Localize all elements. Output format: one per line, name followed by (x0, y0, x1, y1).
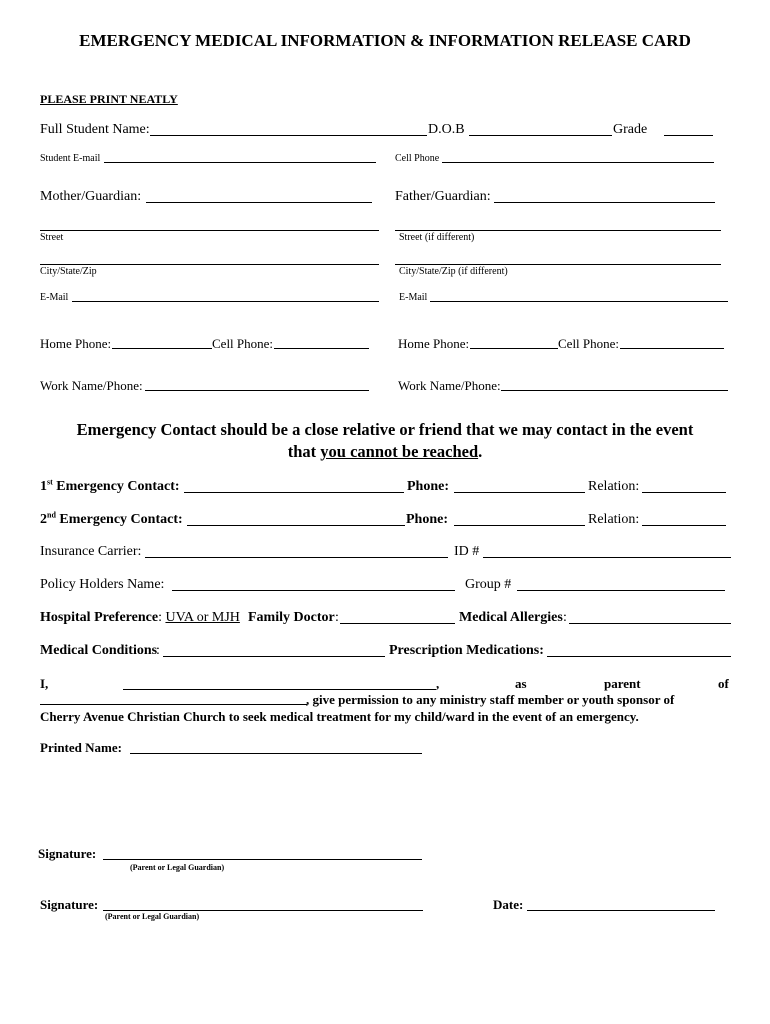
mother-street-label: Street (40, 232, 64, 243)
father-home-phone-label: Home Phone: (398, 336, 470, 351)
father-city-field[interactable] (395, 264, 721, 265)
father-cell-phone-label: Cell Phone: (558, 336, 620, 351)
medical-conditions-field[interactable] (163, 656, 385, 657)
signature-1-field[interactable] (103, 859, 422, 860)
second-contact-phone-field[interactable] (454, 525, 585, 526)
printed-name-field[interactable] (130, 753, 422, 754)
family-doctor-colon: : (335, 610, 339, 625)
date-label: Date: (493, 897, 524, 912)
student-cell-field[interactable] (442, 162, 714, 163)
signature-2-field[interactable] (103, 910, 423, 911)
first-contact-number: 1 (40, 479, 47, 494)
form-title: EMERGENCY MEDICAL INFORMATION & INFORMATION RELEASE CARD (79, 31, 691, 50)
dob-label: D.O.B (428, 122, 465, 137)
second-contact-relation-field[interactable] (642, 525, 726, 526)
policy-holder-label: Policy Holders Name: (40, 577, 165, 592)
medical-allergies-field[interactable] (569, 623, 731, 624)
group-number-label: Group # (465, 577, 512, 592)
first-contact-relation-field[interactable] (642, 492, 726, 493)
medical-conditions-colon: : (156, 643, 160, 658)
mother-work-field[interactable] (145, 390, 369, 391)
father-email-label: E-Mail (399, 292, 428, 303)
full-student-name-label: Full Student Name: (40, 122, 150, 137)
father-street-label: Street (if different) (399, 232, 475, 243)
permission-comma: , (436, 676, 440, 691)
full-student-name-field[interactable] (150, 135, 427, 136)
prescription-medications-label: Prescription Medications: (389, 643, 544, 658)
first-contact-phone-label: Phone: (407, 479, 449, 494)
hospital-preference-label: Hospital Preference (40, 610, 159, 625)
mother-cell-phone-field[interactable] (274, 348, 369, 349)
hospital-preference-colon: : (158, 610, 166, 625)
second-contact-phone-label: Phone: (406, 512, 448, 527)
father-city-label: City/State/Zip (if different) (399, 266, 508, 277)
signature-2-label: Signature: (40, 897, 99, 912)
first-contact-suffix: st (47, 477, 53, 487)
second-contact-relation-label: Relation: (588, 512, 640, 527)
first-contact-phone-field[interactable] (454, 492, 585, 493)
hospital-preference-row (40, 611, 240, 625)
insurance-carrier-field[interactable] (145, 557, 448, 558)
mother-home-phone-label: Home Phone: (40, 336, 112, 351)
grade-label: Grade (613, 122, 648, 137)
medical-allergies-label: Medical Allergies (459, 610, 563, 625)
mother-email-label: E-Mail (40, 292, 69, 303)
grade-field[interactable] (664, 135, 713, 136)
family-doctor-label: Family Doctor (248, 610, 335, 625)
permission-child-name-field[interactable] (40, 704, 307, 705)
second-contact-text: Emergency Contact: (55, 512, 183, 527)
mother-guardian-field[interactable] (146, 202, 372, 203)
emergency-heading-prefix: that (287, 442, 321, 461)
first-contact-relation-label: Relation: (588, 479, 640, 494)
dob-field[interactable] (469, 135, 612, 136)
father-street-field[interactable] (395, 230, 721, 231)
permission-of: of (718, 676, 729, 691)
permission-line2: , give permission to any ministry staff member or youth sponsor of (306, 692, 675, 707)
permission-i: I, (40, 676, 49, 691)
medical-conditions-label: Medical Conditions (40, 643, 158, 658)
insurance-carrier-label: Insurance Carrier: (40, 544, 142, 559)
permission-parent: parent (604, 676, 641, 691)
permission-parent-name-field[interactable] (123, 689, 436, 690)
medical-allergies-colon: : (563, 610, 567, 625)
father-guardian-label: Father/Guardian: (395, 189, 491, 204)
mother-city-field[interactable] (40, 264, 379, 265)
emergency-heading-line1: Emergency Contact should be a close relative or friend that we may contact in the event (76, 420, 694, 439)
first-contact-field[interactable] (184, 492, 404, 493)
father-work-label: Work Name/Phone: (398, 378, 501, 393)
insurance-id-field[interactable] (483, 557, 731, 558)
first-contact-label (40, 477, 180, 494)
emergency-heading-line2 (0, 444, 770, 461)
print-instruction: PLEASE PRINT NEATLY (40, 92, 178, 106)
signature-2-note: (Parent or Legal Guardian) (105, 912, 200, 921)
father-work-field[interactable] (501, 390, 728, 391)
permission-as: as (515, 676, 527, 691)
emergency-heading-emphasis: you cannot be reached (320, 442, 479, 461)
signature-1-note: (Parent or Legal Guardian) (130, 863, 225, 872)
prescription-medications-field[interactable] (547, 656, 731, 657)
second-contact-field[interactable] (187, 525, 405, 526)
first-contact-text: Emergency Contact: (52, 479, 180, 494)
insurance-id-label: ID # (454, 544, 480, 559)
mother-email-field[interactable] (72, 301, 379, 302)
signature-1-label: Signature: (38, 846, 97, 861)
family-doctor-field[interactable] (340, 623, 455, 624)
date-field[interactable] (527, 910, 715, 911)
mother-street-field[interactable] (40, 230, 379, 231)
second-contact-number: 2 (40, 512, 47, 527)
student-email-field[interactable] (104, 162, 376, 163)
mother-cell-phone-label: Cell Phone: (212, 336, 274, 351)
father-cell-phone-field[interactable] (620, 348, 724, 349)
group-number-field[interactable] (517, 590, 725, 591)
emergency-heading-suffix: . (478, 442, 483, 461)
mother-work-label: Work Name/Phone: (40, 378, 143, 393)
mother-home-phone-field[interactable] (112, 348, 212, 349)
second-contact-label (40, 510, 183, 527)
father-home-phone-field[interactable] (470, 348, 558, 349)
permission-line3: Cherry Avenue Christian Church to seek medical treatment for my child/ward in the event of an emergency. (40, 709, 639, 724)
father-guardian-field[interactable] (494, 202, 715, 203)
hospital-preference-value: UVA or MJH (165, 610, 240, 625)
student-cell-label: Cell Phone (395, 153, 440, 164)
father-email-field[interactable] (430, 301, 728, 302)
policy-holder-field[interactable] (172, 590, 455, 591)
mother-city-label: City/State/Zip (40, 266, 97, 277)
printed-name-label: Printed Name: (40, 740, 122, 755)
second-contact-suffix: nd (47, 510, 56, 520)
student-email-label: Student E-mail (40, 153, 101, 164)
mother-guardian-label: Mother/Guardian: (40, 189, 142, 204)
